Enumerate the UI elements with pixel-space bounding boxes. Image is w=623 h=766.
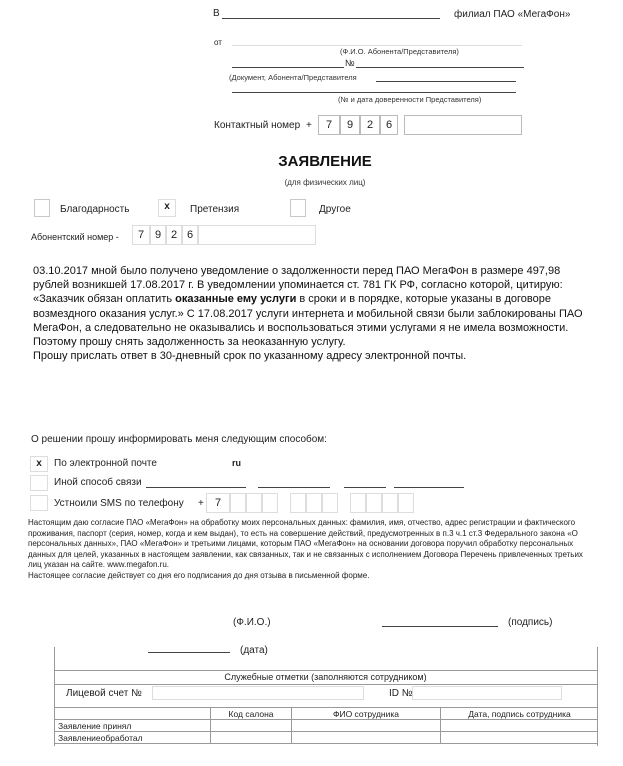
contact-rest-field[interactable] (404, 115, 522, 135)
inform-sms-digit-10[interactable] (382, 493, 398, 513)
consent-paragraph-1: Настоящим даю согласие ПАО «МегаФон» на обработку моих персональных данных: фамилия, имя, отчество, адрес регистрации и фактического проживания, паспорт (серия, номер, когда и кем выдан), то есть на совершение действий, предусмотренных в п.3 ч.1 ст.3 Федерального закона «О персональных данных», ПАО «МегаФон» и третьими лицами, которым ПАО «МегаФон» на основании договора поручил обработку персональных данных для целей, указанных в настоящем заявлении, как связанных, так и не связанных с исполнением Договора Перечень привлеченных третьих лиц указан на сайте. www.megafon.ru. (28, 518, 583, 569)
inform-other-line-2[interactable] (258, 487, 330, 488)
from-line[interactable] (232, 45, 522, 46)
office-row-accepted-label: Заявление принял (54, 720, 211, 732)
office-accepted-date-cell[interactable] (441, 720, 599, 732)
to-prefix: В (213, 8, 220, 19)
contact-digit-2[interactable]: 9 (340, 115, 360, 135)
inform-email-value[interactable]: ru (232, 458, 241, 468)
fio-hint: (Ф.И.О. Абонента/Представителя) (340, 47, 459, 56)
office-table (54, 707, 598, 744)
statement-bold-phrase: оказанные ему услуги (175, 293, 297, 306)
inform-sms-checkbox[interactable] (30, 495, 48, 511)
type-other-checkbox[interactable] (290, 199, 306, 217)
inform-other-label: Иной способ связи (54, 477, 142, 488)
office-caption: Служебные отметки (заполняются сотрудником) (54, 670, 597, 685)
subscriber-digit-2[interactable]: 9 (150, 225, 166, 245)
subscriber-rest-field[interactable] (198, 225, 316, 245)
signature-fio-label: (Ф.И.О.) (233, 617, 271, 628)
contact-label: Контактный номер (214, 120, 301, 131)
inform-sms-digit-4[interactable] (262, 493, 278, 513)
inform-other-checkbox[interactable] (30, 475, 48, 491)
statement-paragraph-1: 03.10.2017 мной было получено уведомление о задолженности перед ПАО МегаФон в размере 497,98 рублей возникшей 17.08.2017 г. В уведомлении упоминается ст. 781 ГК РФ, согласно которой, цитирую: «Заказчик обязан оплатить оказанные ему услуги в сроки и в порядке, которые указаны в договоре возмездного оказания услуг.» С 17.08.2017 услуги интернета и мобильной связи были заблокированы ПАО МегаФон, а следовательно не оказывались и воспользоваться этими услугами я не имела возможности. Поэтому прошу снять задолженность за неоказанную услугу. (33, 265, 583, 349)
contact-digit-3[interactable]: 2 (360, 115, 380, 135)
office-id-label: ID № (389, 688, 413, 699)
subscriber-digit-3[interactable]: 2 (166, 225, 182, 245)
contact-plus: + (306, 120, 312, 131)
contact-digit-1[interactable]: 7 (318, 115, 340, 135)
consent-paragraph-2: Настоящее согласие действует со дня его подписания до дня отзыва в письменной форме. (28, 570, 370, 580)
office-header-blank (54, 708, 211, 720)
inform-sms-digit-5[interactable] (290, 493, 306, 513)
signature-sign-label: (подпись) (508, 617, 553, 628)
signature-date-label: (дата) (240, 645, 268, 656)
office-account-label: Лицевой счет № (66, 688, 142, 699)
office-processed-employee-cell[interactable] (292, 732, 441, 744)
inform-other-line-4[interactable] (394, 487, 464, 488)
proxy-hint: (№ и дата доверенности Представителя) (338, 95, 482, 104)
document-line-left[interactable] (232, 67, 344, 68)
signature-line[interactable] (382, 626, 498, 627)
table-row (54, 732, 598, 744)
subscriber-digit-4[interactable]: 6 (182, 225, 198, 245)
contact-digit-4[interactable]: 6 (380, 115, 398, 135)
from-prefix: от (214, 38, 222, 47)
office-processed-date-cell[interactable] (441, 732, 599, 744)
inform-sms-digit-11[interactable] (398, 493, 414, 513)
proxy-line[interactable] (232, 92, 516, 93)
inform-sms-label: Устноили SMS по телефону (54, 498, 184, 509)
page-title: ЗАЯВЛЕНИЕ (278, 153, 372, 170)
inform-sms-digit-2[interactable] (230, 493, 246, 513)
signature-date-line[interactable] (148, 652, 230, 653)
inform-other-line-1[interactable] (146, 487, 246, 488)
statement-text[interactable] (33, 264, 583, 363)
inform-sms-digit-1[interactable]: 7 (206, 493, 230, 513)
consent-text (28, 518, 596, 581)
type-claim-checkbox[interactable]: x (158, 199, 176, 217)
office-accepted-salon-cell[interactable] (211, 720, 292, 732)
document-hint: (Документ, Абонента/Представителя (229, 73, 357, 82)
office-table-header (54, 708, 598, 720)
type-other-label: Другое (319, 204, 351, 215)
inform-sms-digit-3[interactable] (246, 493, 262, 513)
table-row (54, 720, 598, 732)
office-col-employee: ФИО сотрудника (292, 708, 441, 720)
inform-sms-digit-9[interactable] (366, 493, 382, 513)
inform-email-label: По электронной почте (54, 458, 157, 469)
inform-sms-digit-7[interactable] (322, 493, 338, 513)
office-id-field[interactable] (412, 686, 562, 700)
inform-sms-plus: + (198, 498, 204, 509)
branch-name-line[interactable] (222, 18, 440, 19)
office-processed-salon-cell[interactable] (211, 732, 292, 744)
office-account-field[interactable] (152, 686, 364, 700)
subscriber-label: Абонентский номер - (31, 232, 119, 242)
statement-paragraph-2: Прошу прислать ответ в 30-дневный срок по указанному адресу электронной почты. (33, 350, 467, 363)
type-gratitude-checkbox[interactable] (34, 199, 50, 217)
office-accepted-employee-cell[interactable] (292, 720, 441, 732)
document-line-right[interactable] (356, 67, 524, 68)
office-col-date: Дата, подпись сотрудника (441, 708, 599, 720)
document-line-extra[interactable] (376, 81, 516, 82)
type-claim-label: Претензия (190, 204, 240, 215)
inform-sms-digit-8[interactable] (350, 493, 366, 513)
subscriber-digit-1[interactable]: 7 (132, 225, 150, 245)
inform-email-checkbox[interactable]: x (30, 456, 48, 472)
type-gratitude-label: Благодарность (60, 204, 130, 215)
office-col-salon: Код салона (211, 708, 292, 720)
page-subtitle: (для физических лиц) (284, 178, 366, 187)
inform-heading: О решении прошу информировать меня следующим способом: (31, 434, 327, 445)
branch-label: филиал ПАО «МегаФон» (454, 9, 571, 20)
number-sign: № (345, 58, 355, 68)
inform-sms-digit-6[interactable] (306, 493, 322, 513)
office-row-processed-label: Заявлениеобработал (54, 732, 211, 744)
inform-other-line-3[interactable] (344, 487, 386, 488)
